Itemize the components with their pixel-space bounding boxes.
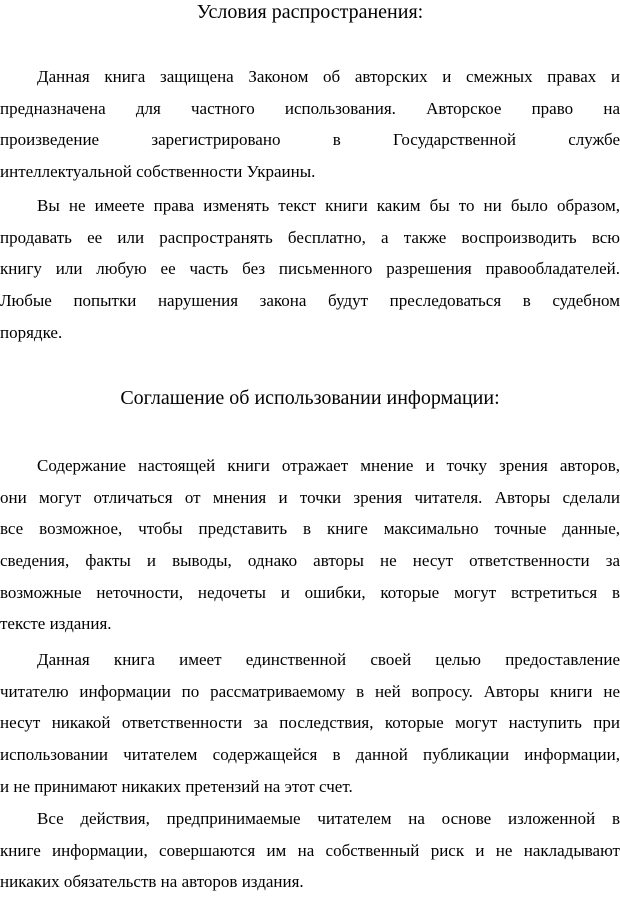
text-line: использовании читателем содержащейся в данной публикации информации, [0,745,620,765]
text-line: предназначена для частного использования. Авторское право на [0,98,620,118]
paragraph-purpose-disclaimer [0,644,620,802]
text-line: порядке. [0,322,63,342]
section-heading-information-agreement: Соглашение об использовании информации: [120,387,500,409]
paragraph-copyright-protection [0,61,620,188]
text-line: произведение зарегистрировано в Государственной службе [0,130,620,150]
text-line: Все действия, предпринимаемые читателем на основе изложенной в [37,809,620,828]
text-line: продавать ее или распространять бесплатно, а также воспроизводить всю [0,227,620,247]
paragraph-authors-opinion [0,450,620,640]
text-line: возможные неточности, недочеты и ошибки, которые могут встретиться в [0,582,620,602]
text-line: они могут отличаться от мнения и точки зрения читателя. Авторы сделали [0,487,620,507]
text-line: книгу или любую ее часть без письменного разрешения правообладателей. [0,259,620,279]
text-line: интеллектуальной собственности Украины. [0,162,316,182]
text-line: и не принимают никаких претензий на этот счет. [0,776,353,796]
text-line: Содержание настоящей книги отражает мнение и точку зрения авторов, [37,456,620,475]
text-line: книге информации, совершаются им на собственный риск и не накладывают [0,840,620,860]
paragraph-usage-restrictions [0,190,620,348]
text-line: все возможное, чтобы представить в книге максимально точные данные, [0,519,620,539]
text-line: несут никакой ответственности за последствия, которые могут наступить при [0,713,620,733]
text-line: Вы не имеете права изменять текст книги каким бы то ни было образом, [37,196,620,215]
text-line: тексте издания. [0,614,112,634]
section-heading-distribution-terms: Условия распространения: [196,1,424,23]
text-line: читателю информации по рассматриваемому в ней вопросу. Авторы книги не [0,681,620,701]
text-line: Любые попытки нарушения закона будут преследоваться в судебном [0,291,620,311]
paragraph-reader-risk [0,803,620,898]
text-line: никаких обязательств на авторов издания. [0,872,304,892]
text-line: сведения, факты и выводы, однако авторы не несут ответственности за [0,551,620,571]
text-line: Данная книга защищена Законом об авторских и смежных правах и [37,67,620,86]
text-line: Данная книга имеет единственной своей целью предоставление [37,650,620,669]
